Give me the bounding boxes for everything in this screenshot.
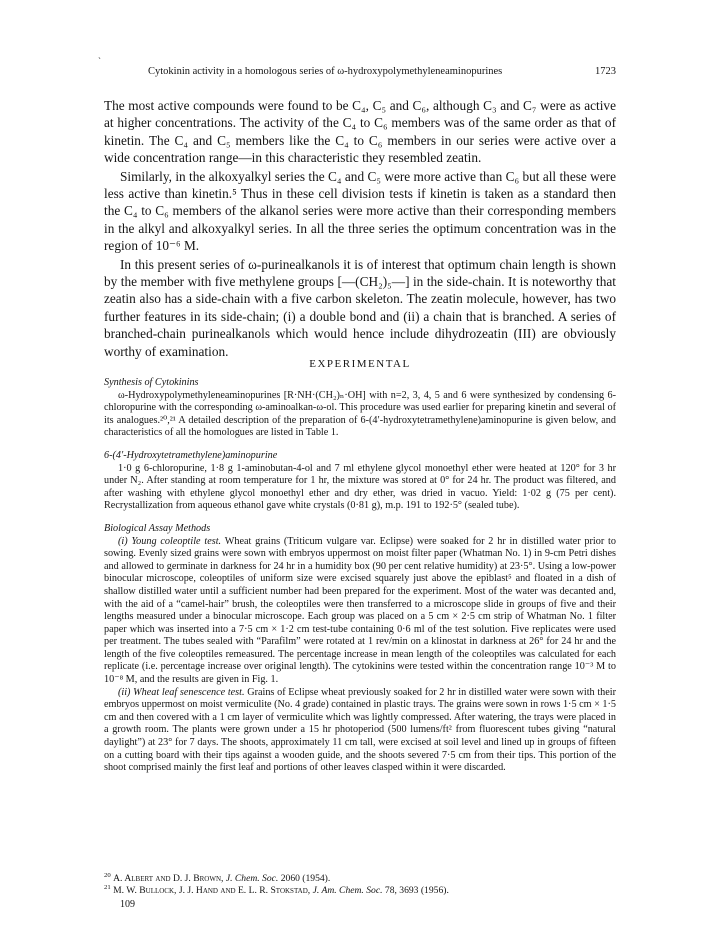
subheading-synthesis: Synthesis of Cytokinins: [104, 377, 199, 388]
reference-20: $^{20}$ A. Albert and D. J. Brown, J. Chem. Soc. 2060 (1954).: [104, 871, 331, 884]
intro-paragraph-1: The most active compounds were found to be C₄, C₅ and C₆, although C₃ and C₇ were as active at higher concentrations. The activity of the C₄ to C₆ members was of the same order as that of kinetin. The C₄ and C₅ members like the C₄ to C₆ members in our series were active over a wide concentration range—in this characteristic they resembled zeatin.: [104, 98, 616, 166]
coleoptile-paragraph: [104, 536, 616, 687]
synthesis-paragraph: ω-Hydroxypolymethyleneaminopurines [R·NH·(CH₂)ₙ·OH] with n=2, 3, 4, 5 and 6 were synthesized by condensing 6-chloropurine with the corresponding ω-aminoalkan-ω-ol. This procedure was used earlier for preparing kinetin and several of its analogues.²⁰,²¹ A detailed description of the preparation of 6-(4′-hydroxytetramethylene)aminopurine is given below, and characteristics of all the homologues are listed in Table 1.: [104, 389, 616, 439]
leaf-label: (ii) Wheat leaf senescence test.: [118, 686, 245, 698]
subheading-compound: 6-(4′-Hydroxytetramethylene)aminopurine: [104, 449, 278, 461]
coleoptile-text: Wheat grains (Triticum vulgare var. Eclipse) were soaked for 2 hr in distilled water prior to sowing. Evenly sized grains were sown with embryos uppermost on moist filter paper (Whatman No. 1) in 9-cm Petri dishes and allowed to germinate in darkness for 24 hr in a humidity box (90 per cent relative humidity) at 23·5°. Using a low-power binocular microscope, coleoptiles of uniform size were excised squarely just above the epiblast⁵ and floated in a dish of shallow distilled water until a sufficient number had been prepared for the experiment. Most of the water was decanted and, with the aid of a “camel-hair” brush, the coleoptiles were then transferred to a microscope slide in groups of five and their lengths measured under a binocular microscope. Each group was placed on a 5 cm × 2·5 cm strip of Whatman No. 1 filter paper which was inserted into a 7·5 cm × 1·2 cm test-tube containing 0·6 ml of the test solution. Five replicates were used per treatment. The tubes sealed with “Parafilm” were rotated at 1 rev/min on a klinostat in darkness at 26° for 24 hr and the length of the five coleoptiles remeasured. The percentage increase in mean length of the coleoptiles was calculated for each replicate (i.e. percentage increase over original length). The cytokinins were tested within the concentration range 10⁻³ M to 10⁻⁸ M, and the results are given in Fig. 1.: [104, 535, 616, 686]
leaf-paragraph: [104, 687, 616, 775]
experimental-body: [104, 373, 616, 775]
leaf-text: Grains of Eclipse wheat previously soaked for 2 hr in distilled water were sown with their embryos uppermost on moist vermiculite (No. 4 grade) contained in plastic trays. The grains were sown in rows 1·5 cm × 1·5 cm and then covered with a 1 cm layer of vermiculite which was lightly compressed. After watering, the trays were placed in a growth room. The plants were grown under a 15 hr photoperiod (500 lumens/ft² from fluorescent tubes giving “natural daylight”) at 23° for 7 days. The shoots, approximately 11 cm tall, were excised at soil level and lined up in groups of fifteen on a cutting board with their tips against a wooden guide, and the shoots severed 7·5 cm from their tips. This portion of the shoot comprised mainly the first leaf and portions of other leaves clasped within it were discarded.: [104, 686, 616, 774]
page-number: 1723: [595, 66, 616, 77]
intro-paragraph-2: Similarly, in the alkoxyalkyl series the C₄ and C₅ were more active than C₆ but all these were less active than kinetin.⁵ Thus in these cell division tests if kinetin is taken as a standard then the C₄ to C₆ members of the alkanol series were more active than their corresponding members in the alkyl and alkoxyalkyl series. In all the three series the optimum concentration was in the region of 10⁻⁶ M.: [104, 168, 616, 254]
intro-paragraph-3: In this present series of ω-purinealkanols it is of interest that optimum chain length is shown by the member with five methylene groups [—(CH₂)₅—] in the side-chain. It is noteworthy that zeatin also has a side-chain with a five carbon skeleton. The zeatin molecule, however, has two further features in its side-chain; (i) a double bond and (ii) a chain that is branched. A series of branched-chain purinealkanols which would hence include dihydrozeatin (III) are obviously worthy of examination.: [104, 256, 616, 359]
running-header: [98, 56, 616, 77]
subheading-bioassay: Biological Assay Methods: [104, 522, 211, 534]
intro-text: [104, 97, 616, 361]
running-title: Cytokinin activity in a homologous series of ω-hydroxypolymethyleneaminopurines: [148, 66, 503, 77]
page-footer-number: 109: [120, 899, 135, 910]
coleoptile-label: (i) Young coleoptile test.: [118, 535, 222, 547]
footnote-references: [104, 873, 616, 897]
compound-paragraph: 1·0 g 6-chloropurine, 1·8 g 1-aminobutan-4-ol and 7 ml ethylene glycol monoethyl ether were heated at 120° for 3 hr under N₂. After standing at room temperature for 1 hr, the mixture was stored at 0° for 24 hr. The product was filtered, and after washing with ethylene glycol monoethyl ether and dry ether, was dried in vacuo. Yield: 1·02 g (75 per cent). Recrystallization from aqueous ethanol gave white crystals (0·81 g), m.p. 191 to 192·5° (sealed tube).: [104, 462, 616, 512]
reference-21: $^{21}$ M. W. Bullock, J. J. Hand and E. L. R. Stokstad, J. Am. Chem. Soc. 78, 3693 (1956).: [104, 883, 449, 896]
margin-mark: `: [98, 56, 101, 66]
section-heading-experimental: EXPERIMENTAL: [309, 358, 411, 370]
